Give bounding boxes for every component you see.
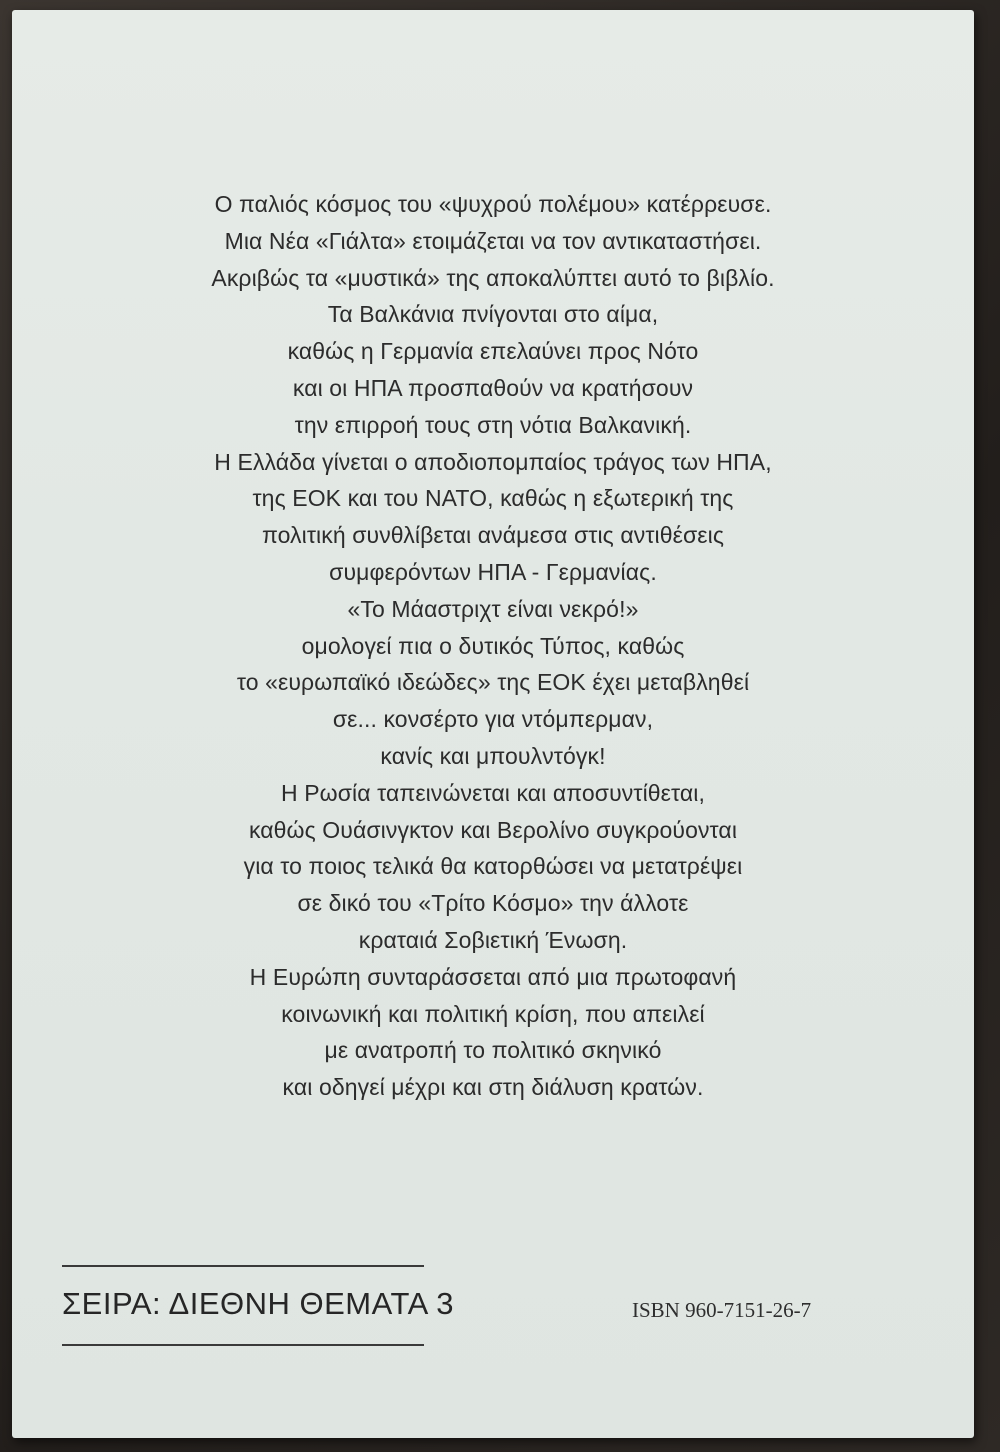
blurb-line: και οδηγεί μέχρι και στη διάλυση κρατών. (282, 1074, 704, 1101)
blurb-line: και οι ΗΠΑ προσπαθούν να κρατήσουν (292, 374, 694, 401)
blurb-line: Τα Βαλκάνια πνίγονται στο αίμα, (327, 301, 659, 328)
blurb-line: Η Ελλάδα γίνεται ο αποδιοπομπαίος τράγος των ΗΠΑ, (214, 448, 772, 475)
blurb-line: καθώς Ουάσινγκτον και Βερολίνο συγκρούονται (248, 816, 738, 843)
series-rule-bottom (62, 1344, 424, 1346)
blurb-line: ομολογεί πια ο δυτικός Τύπος, καθώς (301, 632, 685, 659)
isbn-number: ISBN 960-7151-26-7 (632, 1298, 812, 1322)
blurb-line: το «ευρωπαϊκό ιδεώδες» της ΕΟΚ έχει μεταβληθεί (236, 669, 750, 696)
blurb-line: με ανατροπή το πολιτικό σκηνικό (324, 1037, 662, 1064)
blurb-line: κοινωνική και πολιτική κρίση, που απειλεί (281, 1000, 705, 1027)
series-label: ΣΕΙΡΑ: ΔΙΕΘΝΗ ΘΕΜΑΤΑ 3 (62, 1286, 454, 1321)
blurb-line: Η Ευρώπη συνταράσσεται από μια πρωτοφανή (249, 963, 737, 990)
blurb-line: «Το Μάαστριχτ είναι νεκρό!» (347, 595, 639, 622)
blurb-line: Η Ρωσία ταπεινώνεται και αποσυντίθεται, (281, 779, 705, 806)
blurb-line: Μια Νέα «Γιάλτα» ετοιμάζεται να τον αντικαταστήσει. (224, 227, 762, 254)
blurb-line: για το ποιος τελικά θα κατορθώσει να μετατρέψει (243, 853, 743, 880)
blurb-line: της ΕΟΚ και του ΝΑΤΟ, καθώς η εξωτερική της (252, 485, 734, 512)
blurb-line: πολιτική συνθλίβεται ανάμεσα στις αντιθέσεις (261, 522, 725, 549)
blurb-line: Ο παλιός κόσμος του «ψυχρού πολέμου» κατέρρευσε. (214, 191, 772, 217)
blurb-line: σε... κονσέρτο για ντόμπερμαν, (332, 706, 654, 733)
series-rule-top (62, 1265, 424, 1267)
blurb-text (52, 186, 934, 1106)
blurb-line: Ακριβώς τα «μυστικά» της αποκαλύπτει αυτό το βιβλίο. (211, 264, 775, 291)
blurb-line: την επιρροή τους στη νότια Βαλκανική. (294, 411, 692, 438)
blurb-line: κανίς και μπουλντόγκ! (380, 742, 606, 769)
book-back-cover (12, 10, 974, 1438)
blurb-line: σε δικό του «Τρίτο Κόσμο» την άλλοτε (297, 890, 689, 917)
blurb-line: καθώς η Γερμανία επελαύνει προς Νότο (287, 338, 699, 365)
blurb-line: κραταιά Σοβιετική Ένωση. (358, 926, 628, 953)
blurb-line: συμφερόντων ΗΠΑ - Γερμανίας. (329, 558, 657, 585)
